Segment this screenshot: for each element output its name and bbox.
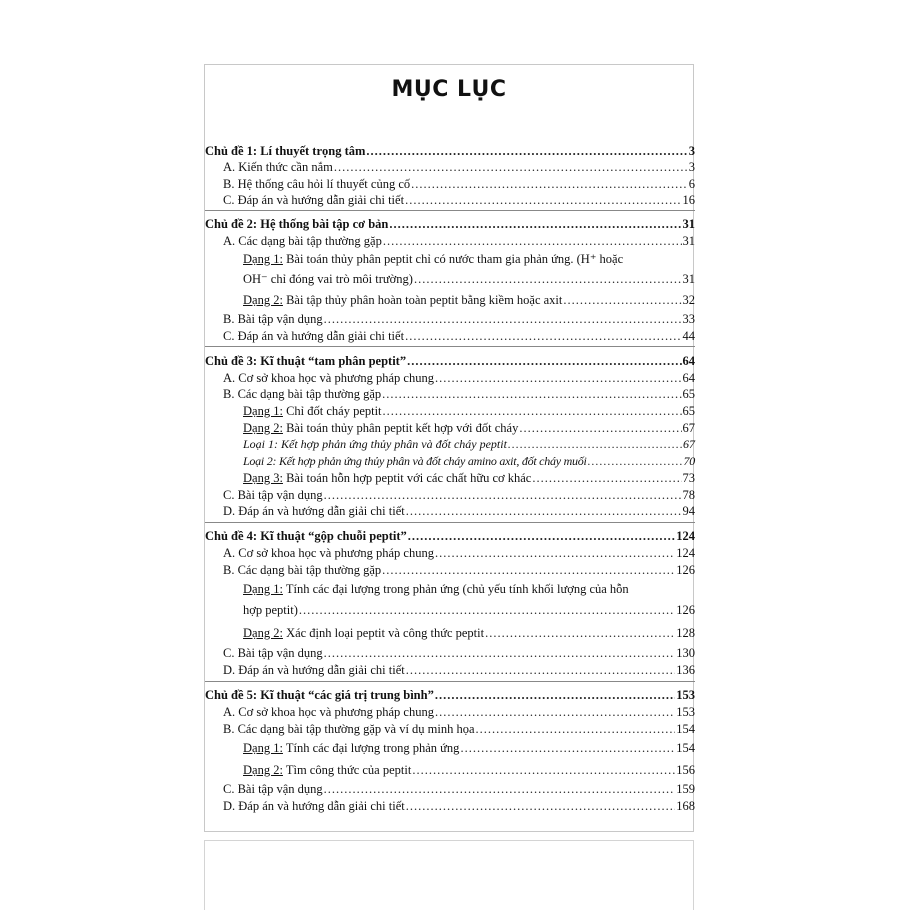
subitem-prefix: Dạng 2: — [243, 626, 283, 640]
page-number: 153 — [676, 688, 695, 702]
page-number: 65 — [682, 387, 695, 401]
toc-item[interactable] — [205, 311, 695, 327]
item-label: C. Đáp án và hướng dẫn giải chi tiết — [223, 193, 405, 207]
dot-leader — [407, 353, 681, 369]
item-label: B. Hệ thống câu hỏi lí thuyết củng cố — [223, 177, 411, 191]
page-number: 73 — [682, 471, 695, 485]
subitem-prefix: Dạng 1: — [243, 741, 283, 755]
dot-leader — [366, 143, 687, 159]
chapter-label: Chủ đề 4: Kĩ thuật “gộp chuỗi peptit” — [205, 529, 407, 543]
toc-subitem-line2[interactable] — [205, 271, 695, 287]
item-label: C. Bài tập vận dụng — [223, 782, 323, 796]
page-number: 67 — [682, 421, 695, 435]
toc-subitem[interactable] — [205, 420, 695, 436]
toc-subitem[interactable] — [205, 740, 695, 756]
page-number: 126 — [676, 603, 695, 617]
dot-leader — [435, 704, 675, 720]
item-label: D. Đáp án và hướng dẫn giải chi tiết — [223, 663, 405, 677]
dot-leader — [406, 503, 682, 519]
page-number: 32 — [682, 293, 695, 307]
dot-leader — [485, 625, 675, 641]
dot-leader — [519, 420, 681, 436]
dot-leader — [476, 721, 676, 737]
dot-leader — [334, 159, 688, 175]
dot-leader — [324, 311, 682, 327]
page-number: 153 — [676, 705, 695, 719]
dot-leader — [414, 271, 682, 287]
dot-leader — [563, 292, 681, 308]
dot-leader — [299, 602, 675, 618]
toc-subitem-line1[interactable] — [243, 251, 695, 267]
toc-item[interactable] — [205, 176, 695, 192]
section-divider — [205, 210, 695, 211]
toc-chapter-4[interactable] — [205, 528, 695, 544]
dot-leader — [406, 798, 676, 814]
item-label: C. Đáp án và hướng dẫn giải chi tiết — [223, 329, 405, 343]
chapter-label: Chủ đề 3: Kĩ thuật “tam phân peptit” — [205, 354, 407, 368]
dot-leader — [405, 192, 681, 208]
toc-item[interactable] — [205, 192, 695, 208]
chapter-label: Chủ đề 2: Hệ thống bài tập cơ bản — [205, 217, 389, 231]
subitem-label: Bài toán hỗn hợp peptit với các chất hữu cơ khác — [282, 471, 532, 485]
toc-item[interactable] — [205, 159, 695, 175]
chapter-label: Chủ đề 5: Kĩ thuật “các giá trị trung bình” — [205, 688, 434, 702]
subitem-prefix: Dạng 2: — [243, 421, 283, 435]
toc-subitem[interactable] — [205, 762, 695, 778]
page-number: 6 — [688, 177, 695, 191]
page-number: 64 — [682, 354, 695, 368]
page-number: 126 — [676, 563, 695, 577]
toc-subitem[interactable] — [205, 470, 695, 486]
page-number: 124 — [676, 529, 695, 543]
subitem-label: Bài tập thủy phân hoàn toàn peptit bằng kiềm hoặc axit — [282, 293, 563, 307]
subitem-label: Chỉ đốt cháy peptit — [282, 404, 382, 418]
dot-leader — [508, 436, 682, 452]
page-number: 44 — [682, 329, 695, 343]
toc-item[interactable] — [205, 781, 695, 797]
page-number: 64 — [682, 371, 695, 385]
page-number: 3 — [688, 144, 695, 158]
subitem-prefix: Dạng 2: — [243, 763, 283, 777]
toc-chapter-1[interactable] — [205, 143, 695, 159]
page-number: 3 — [688, 160, 695, 174]
dot-leader — [412, 762, 675, 778]
toc-page — [204, 64, 694, 832]
subitem-prefix: Dạng 2: — [243, 293, 283, 307]
toc-subitem-line1[interactable] — [243, 581, 695, 597]
dot-leader — [324, 487, 682, 503]
item-label: A. Kiến thức cần nắm — [223, 160, 333, 174]
section-divider — [205, 346, 695, 347]
toc-item[interactable] — [205, 562, 695, 578]
dot-leader — [382, 562, 675, 578]
subitem-label: Xác định loại peptit và công thức peptit — [282, 626, 485, 640]
item-label: D. Đáp án và hướng dẫn giải chi tiết — [223, 504, 405, 518]
page-number: 33 — [682, 312, 695, 326]
toc-subitem-line2[interactable] — [205, 602, 695, 618]
dot-leader — [324, 645, 676, 661]
page-number: 154 — [676, 722, 695, 736]
subitem-label: Bài toán thủy phân peptit kết hợp với đốt cháy — [282, 421, 519, 435]
toc-item[interactable] — [205, 545, 695, 561]
dot-leader — [435, 687, 675, 703]
subitem-label-cont: hợp peptit) — [243, 603, 298, 617]
toc-item[interactable] — [205, 487, 695, 503]
page-number: 70 — [683, 454, 695, 468]
subitem-label-cont: OH⁻ chỉ đóng vai trò môi trường) — [243, 272, 413, 286]
toc-item[interactable] — [205, 386, 695, 402]
page-number: 128 — [676, 626, 695, 640]
item-label: B. Bài tập vận dụng — [223, 312, 323, 326]
toc-item[interactable] — [205, 704, 695, 720]
item-label: D. Đáp án và hướng dẫn giải chi tiết — [223, 799, 405, 813]
subitem-label: Tính các đại lượng trong phản ứng — [282, 741, 460, 755]
toc-chapter-3[interactable] — [205, 353, 695, 369]
toc-chapter-2[interactable] — [205, 216, 695, 232]
dot-leader — [460, 740, 675, 756]
subitem-prefix: Dạng 1: — [243, 404, 283, 418]
subitem-label: Bài toán thủy phân peptit chỉ có nước tham gia phản ứng. (H⁺ hoặc — [282, 252, 624, 266]
subitem-label: Loại 1: Kết hợp phản ứng thủy phân và đốt cháy peptit — [243, 437, 507, 451]
page-number: 159 — [676, 782, 695, 796]
subitem-prefix: Dạng 3: — [243, 471, 283, 485]
item-label: C. Bài tập vận dụng — [223, 488, 323, 502]
subitem-prefix: Dạng 1: — [243, 252, 283, 266]
item-label: B. Các dạng bài tập thường gặp và ví dụ minh họa — [223, 722, 475, 736]
dot-leader — [389, 216, 681, 232]
toc-item[interactable] — [205, 233, 695, 249]
dot-leader — [408, 528, 675, 544]
toc-item[interactable] — [205, 645, 695, 661]
page-number: 168 — [676, 799, 695, 813]
dot-leader — [411, 176, 688, 192]
toc-subitem[interactable] — [205, 436, 695, 452]
page-number: 65 — [682, 404, 695, 418]
dot-leader — [383, 403, 682, 419]
dot-leader — [406, 662, 676, 678]
page-number: 16 — [682, 193, 695, 207]
item-label: A. Cơ sở khoa học và phương pháp chung — [223, 546, 434, 560]
toc-item[interactable] — [205, 662, 695, 678]
toc-subitem[interactable] — [205, 292, 695, 308]
toc-item[interactable] — [205, 370, 695, 386]
toc-subitem[interactable] — [205, 453, 695, 469]
item-label: C. Bài tập vận dụng — [223, 646, 323, 660]
item-label: B. Các dạng bài tập thường gặp — [223, 387, 382, 401]
toc-chapter-5[interactable] — [205, 687, 695, 703]
subitem-label: Tính các đại lượng trong phản ứng (chủ yếu tính khối lượng của hỗn — [282, 582, 629, 596]
page-number: 31 — [682, 217, 695, 231]
dot-leader — [435, 370, 682, 386]
page-number: 78 — [682, 488, 695, 502]
item-label: A. Cơ sở khoa học và phương pháp chung — [223, 705, 434, 719]
toc-item[interactable] — [205, 503, 695, 519]
toc-item[interactable] — [205, 798, 695, 814]
page-number: 124 — [676, 546, 695, 560]
chapter-label: Chủ đề 1: Lí thuyết trọng tâm — [205, 144, 366, 158]
page-number: 130 — [676, 646, 695, 660]
toc-subitem[interactable] — [205, 625, 695, 641]
dot-leader — [383, 233, 682, 249]
dot-leader — [324, 781, 676, 797]
dot-leader — [382, 386, 681, 402]
dot-leader — [435, 545, 675, 561]
dot-leader — [532, 470, 681, 486]
subitem-prefix: Dạng 1: — [243, 582, 283, 596]
page-title: MỤC LỤC — [391, 77, 507, 102]
section-divider — [205, 681, 695, 682]
page-number: 67 — [683, 437, 695, 451]
item-label: A. Các dạng bài tập thường gặp — [223, 234, 382, 248]
toc-item[interactable] — [205, 328, 695, 344]
item-label: A. Cơ sở khoa học và phương pháp chung — [223, 371, 434, 385]
toc-item[interactable] — [205, 721, 695, 737]
section-divider — [205, 522, 695, 523]
item-label: B. Các dạng bài tập thường gặp — [223, 563, 382, 577]
subitem-label: Loại 2: Kết hợp phản ứng thủy phân và đốt cháy amino axit, đốt cháy muối — [243, 454, 587, 468]
page-number: 136 — [676, 663, 695, 677]
page-number: 31 — [682, 234, 695, 248]
page-number: 156 — [676, 763, 695, 777]
subitem-label: Tìm công thức của peptit — [282, 763, 412, 777]
dot-leader — [588, 453, 683, 469]
page-number: 94 — [682, 504, 695, 518]
toc-subitem[interactable] — [205, 403, 695, 419]
page-number: 154 — [676, 741, 695, 755]
page-number: 31 — [682, 272, 695, 286]
dot-leader — [405, 328, 681, 344]
